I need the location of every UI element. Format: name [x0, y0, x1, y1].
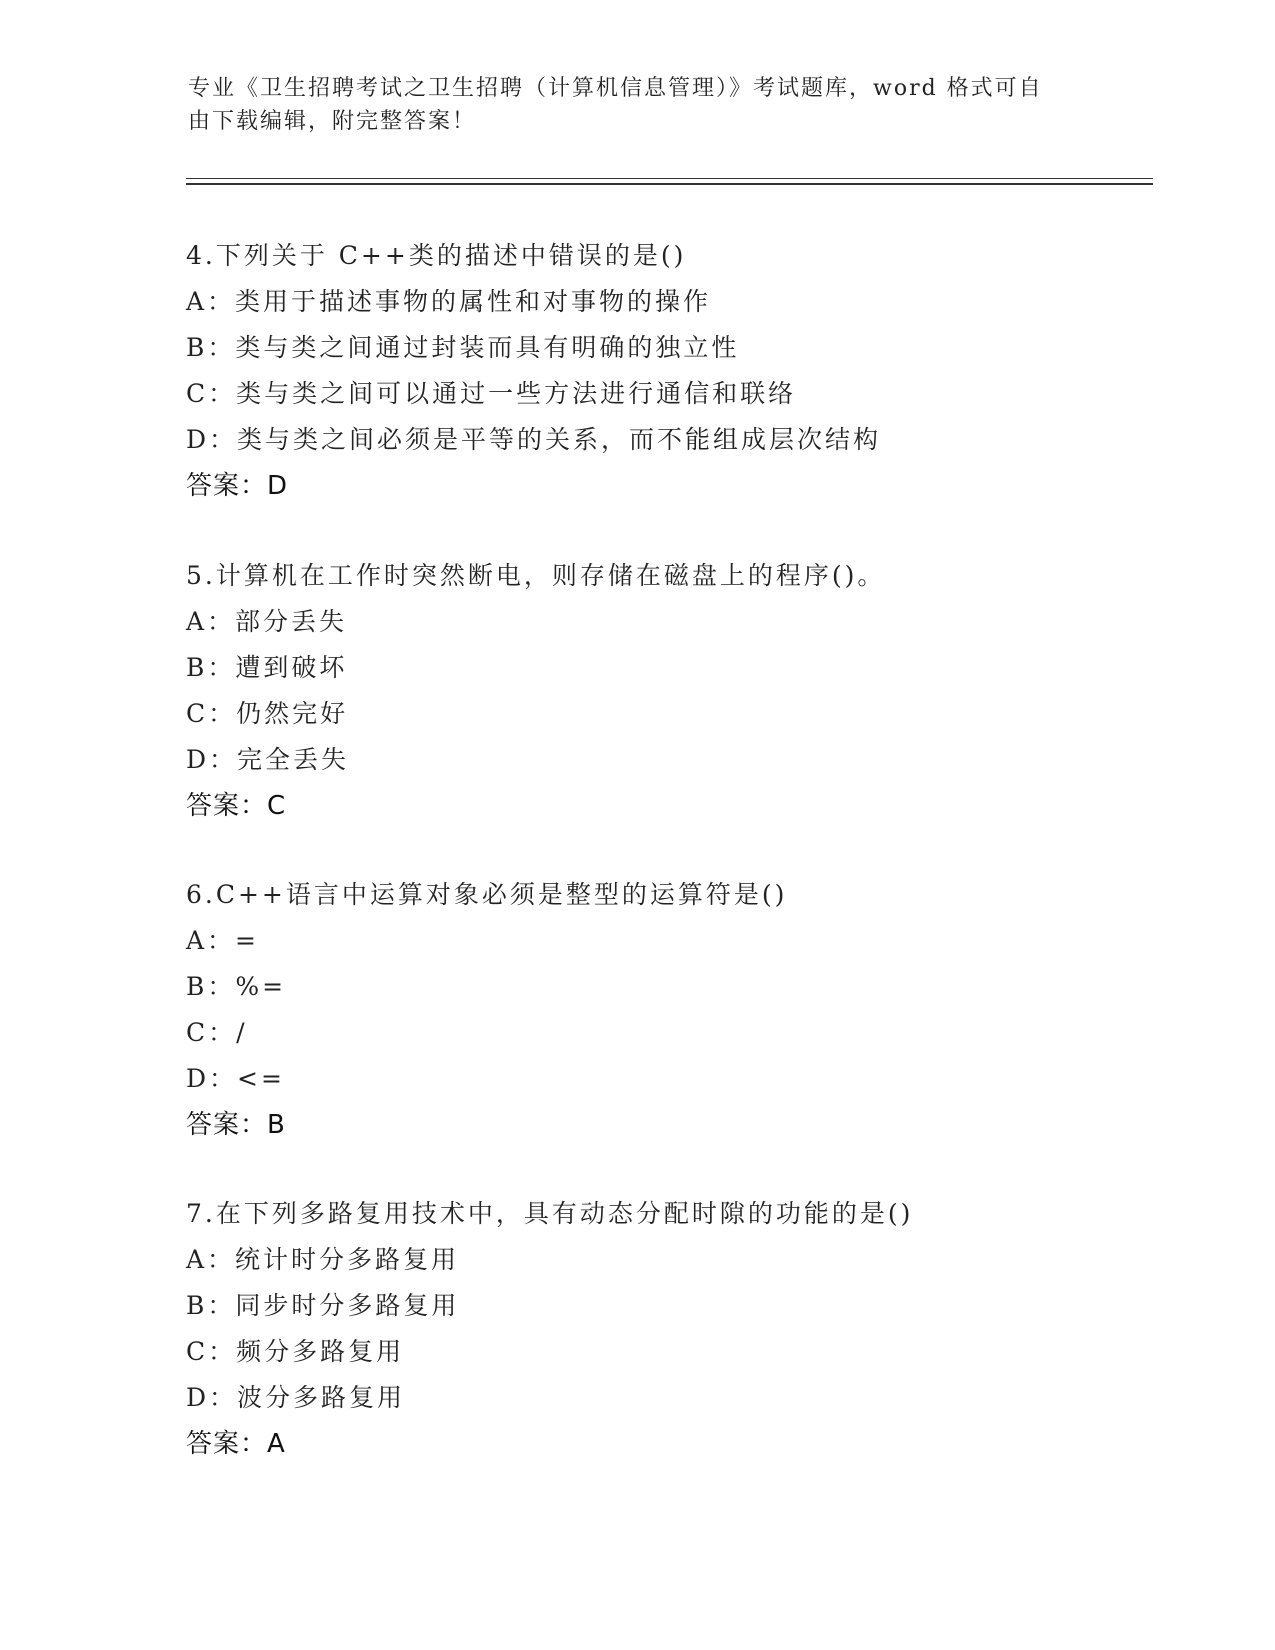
question-4: [186, 233, 1153, 509]
question-stem: 6.C++语言中运算对象必须是整型的运算符是(): [186, 880, 788, 909]
question-stem: 4.下列关于 C++类的描述中错误的是(): [186, 241, 687, 270]
question-stem: 7.在下列多路复用技术中，具有动态分配时隙的功能的是(): [186, 1199, 914, 1228]
question-5: [186, 553, 1153, 829]
option-b: B：类与类之间通过封装而具有明确的独立性: [186, 333, 740, 362]
option-c: C：仍然完好: [186, 699, 349, 728]
answer: 答案：B: [186, 1110, 286, 1140]
option-d: D：<=: [186, 1064, 285, 1093]
option-d: D：完全丢失: [186, 745, 350, 774]
header-divider-thick: [186, 183, 1153, 185]
answer: 答案：A: [186, 1429, 286, 1459]
question-stem: 5.计算机在工作时突然断电，则存储在磁盘上的程序()。: [186, 561, 886, 590]
header-line-1: 专业《卫生招聘考试之卫生招聘（计算机信息管理）》考试题库，word 格式可自: [188, 76, 1043, 101]
question-7: [186, 1191, 1153, 1467]
option-c: C：类与类之间可以通过一些方法进行通信和联络: [186, 379, 797, 408]
option-b: B：同步时分多路复用: [186, 1291, 460, 1320]
option-d: D：类与类之间必须是平等的关系，而不能组成层次结构: [186, 425, 882, 454]
document-header: [188, 72, 1068, 138]
option-a: A：部分丢失: [186, 607, 348, 636]
header-divider-thin: [186, 178, 1153, 179]
option-b: B：遭到破坏: [186, 653, 348, 682]
question-6: [186, 872, 1153, 1148]
option-a: A：=: [186, 926, 260, 955]
option-b: B：%=: [186, 972, 287, 1001]
option-c: C：频分多路复用: [186, 1337, 405, 1366]
option-a: A：类用于描述事物的属性和对事物的操作: [186, 287, 712, 316]
answer: 答案：D: [186, 471, 289, 501]
option-c: C：/: [186, 1018, 248, 1047]
option-d: D：波分多路复用: [186, 1383, 406, 1412]
header-line-2: 由下载编辑，附完整答案！: [188, 109, 477, 134]
answer: 答案：C: [186, 791, 287, 821]
option-a: A：统计时分多路复用: [186, 1245, 460, 1274]
